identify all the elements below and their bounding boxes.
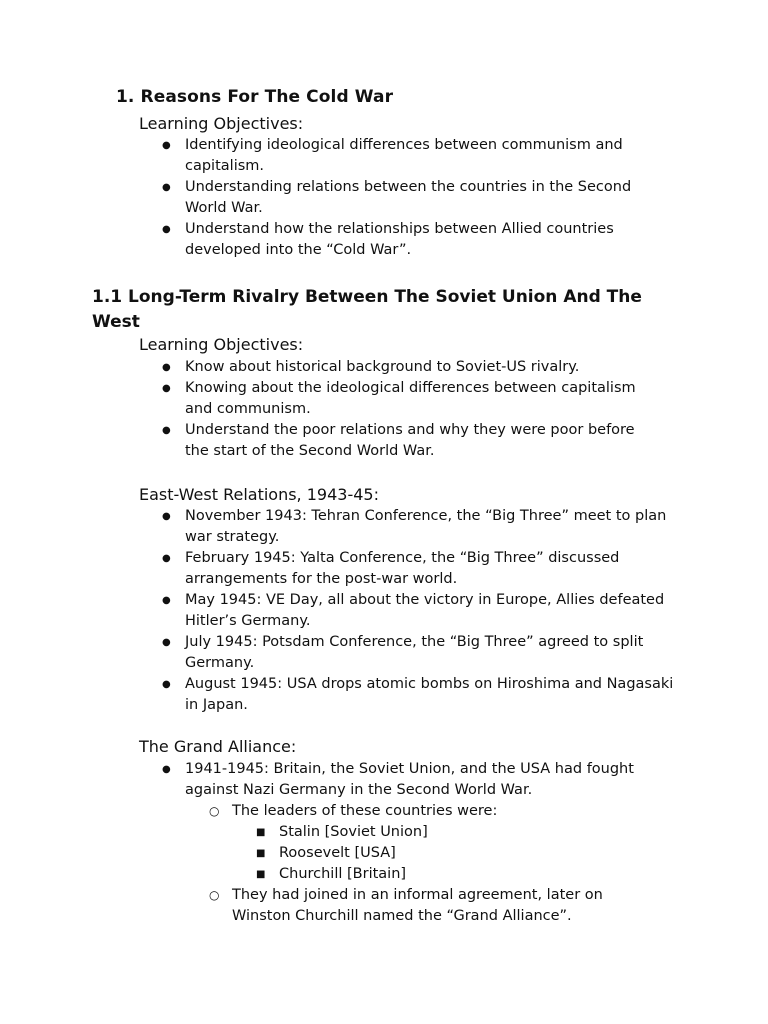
objectives-list xyxy=(162,357,662,462)
sub-list-item xyxy=(209,801,662,885)
objectives-label: Learning Objectives: xyxy=(139,335,304,354)
leader-item: ■ Roosevelt [USA] xyxy=(256,843,662,864)
list-item: ● Know about historical background to Soviet-US rivalry. xyxy=(162,357,662,378)
sub-list xyxy=(209,801,662,927)
list-item: ● Identifying ideological differences between communism and capitalism. xyxy=(162,135,662,177)
leaders-list xyxy=(256,822,662,885)
list-item: ● August 1945: USA drops atomic bombs on Hiroshima and Nagasaki in Japan. xyxy=(162,674,677,716)
sub-list-item: ○ They had joined in an informal agreement, later on Winston Churchill named the “Grand Alliance”. xyxy=(209,885,662,927)
leader-item: ■ Stalin [Soviet Union] xyxy=(256,822,662,843)
list-item: ● Understand how the relationships between Allied countries developed into the “Cold War”. xyxy=(162,219,662,261)
grand-alliance-list xyxy=(162,759,662,927)
list-item-text: 1941-1945: Britain, the Soviet Union, and the USA had fought against Nazi Germany in the Second World War. xyxy=(185,761,634,798)
subsection-heading: 1.1 Long-Term Rivalry Between The Soviet Union And The West xyxy=(92,287,642,332)
list-item: ● November 1943: Tehran Conference, the “Big Three” meet to plan war strategy. xyxy=(162,506,677,548)
list-item: ● Knowing about the ideological differences between capitalism and communism. xyxy=(162,378,662,420)
section-heading: 1. Reasons For The Cold War xyxy=(116,87,394,107)
list-item xyxy=(162,759,662,927)
grand-alliance-label: The Grand Alliance: xyxy=(139,737,297,756)
list-item: ● Understanding relations between the countries in the Second World War. xyxy=(162,177,662,219)
east-west-list xyxy=(162,506,677,716)
list-item: ● February 1945: Yalta Conference, the “Big Three” discussed arrangements for the post-war world. xyxy=(162,548,677,590)
list-item: ● May 1945: VE Day, all about the victory in Europe, Allies defeated Hitler’s Germany. xyxy=(162,590,677,632)
leader-item: ■ Churchill [Britain] xyxy=(256,864,662,885)
list-item: ● Understand the poor relations and why they were poor before the start of the Second World War. xyxy=(162,420,662,462)
objectives-label: Learning Objectives: xyxy=(139,114,304,133)
east-west-label: East-West Relations, 1943-45: xyxy=(139,485,379,504)
sub-list-item-text: The leaders of these countries were: xyxy=(232,803,498,819)
objectives-list xyxy=(162,135,662,261)
list-item: ● July 1945: Potsdam Conference, the “Big Three” agreed to split Germany. xyxy=(162,632,677,674)
